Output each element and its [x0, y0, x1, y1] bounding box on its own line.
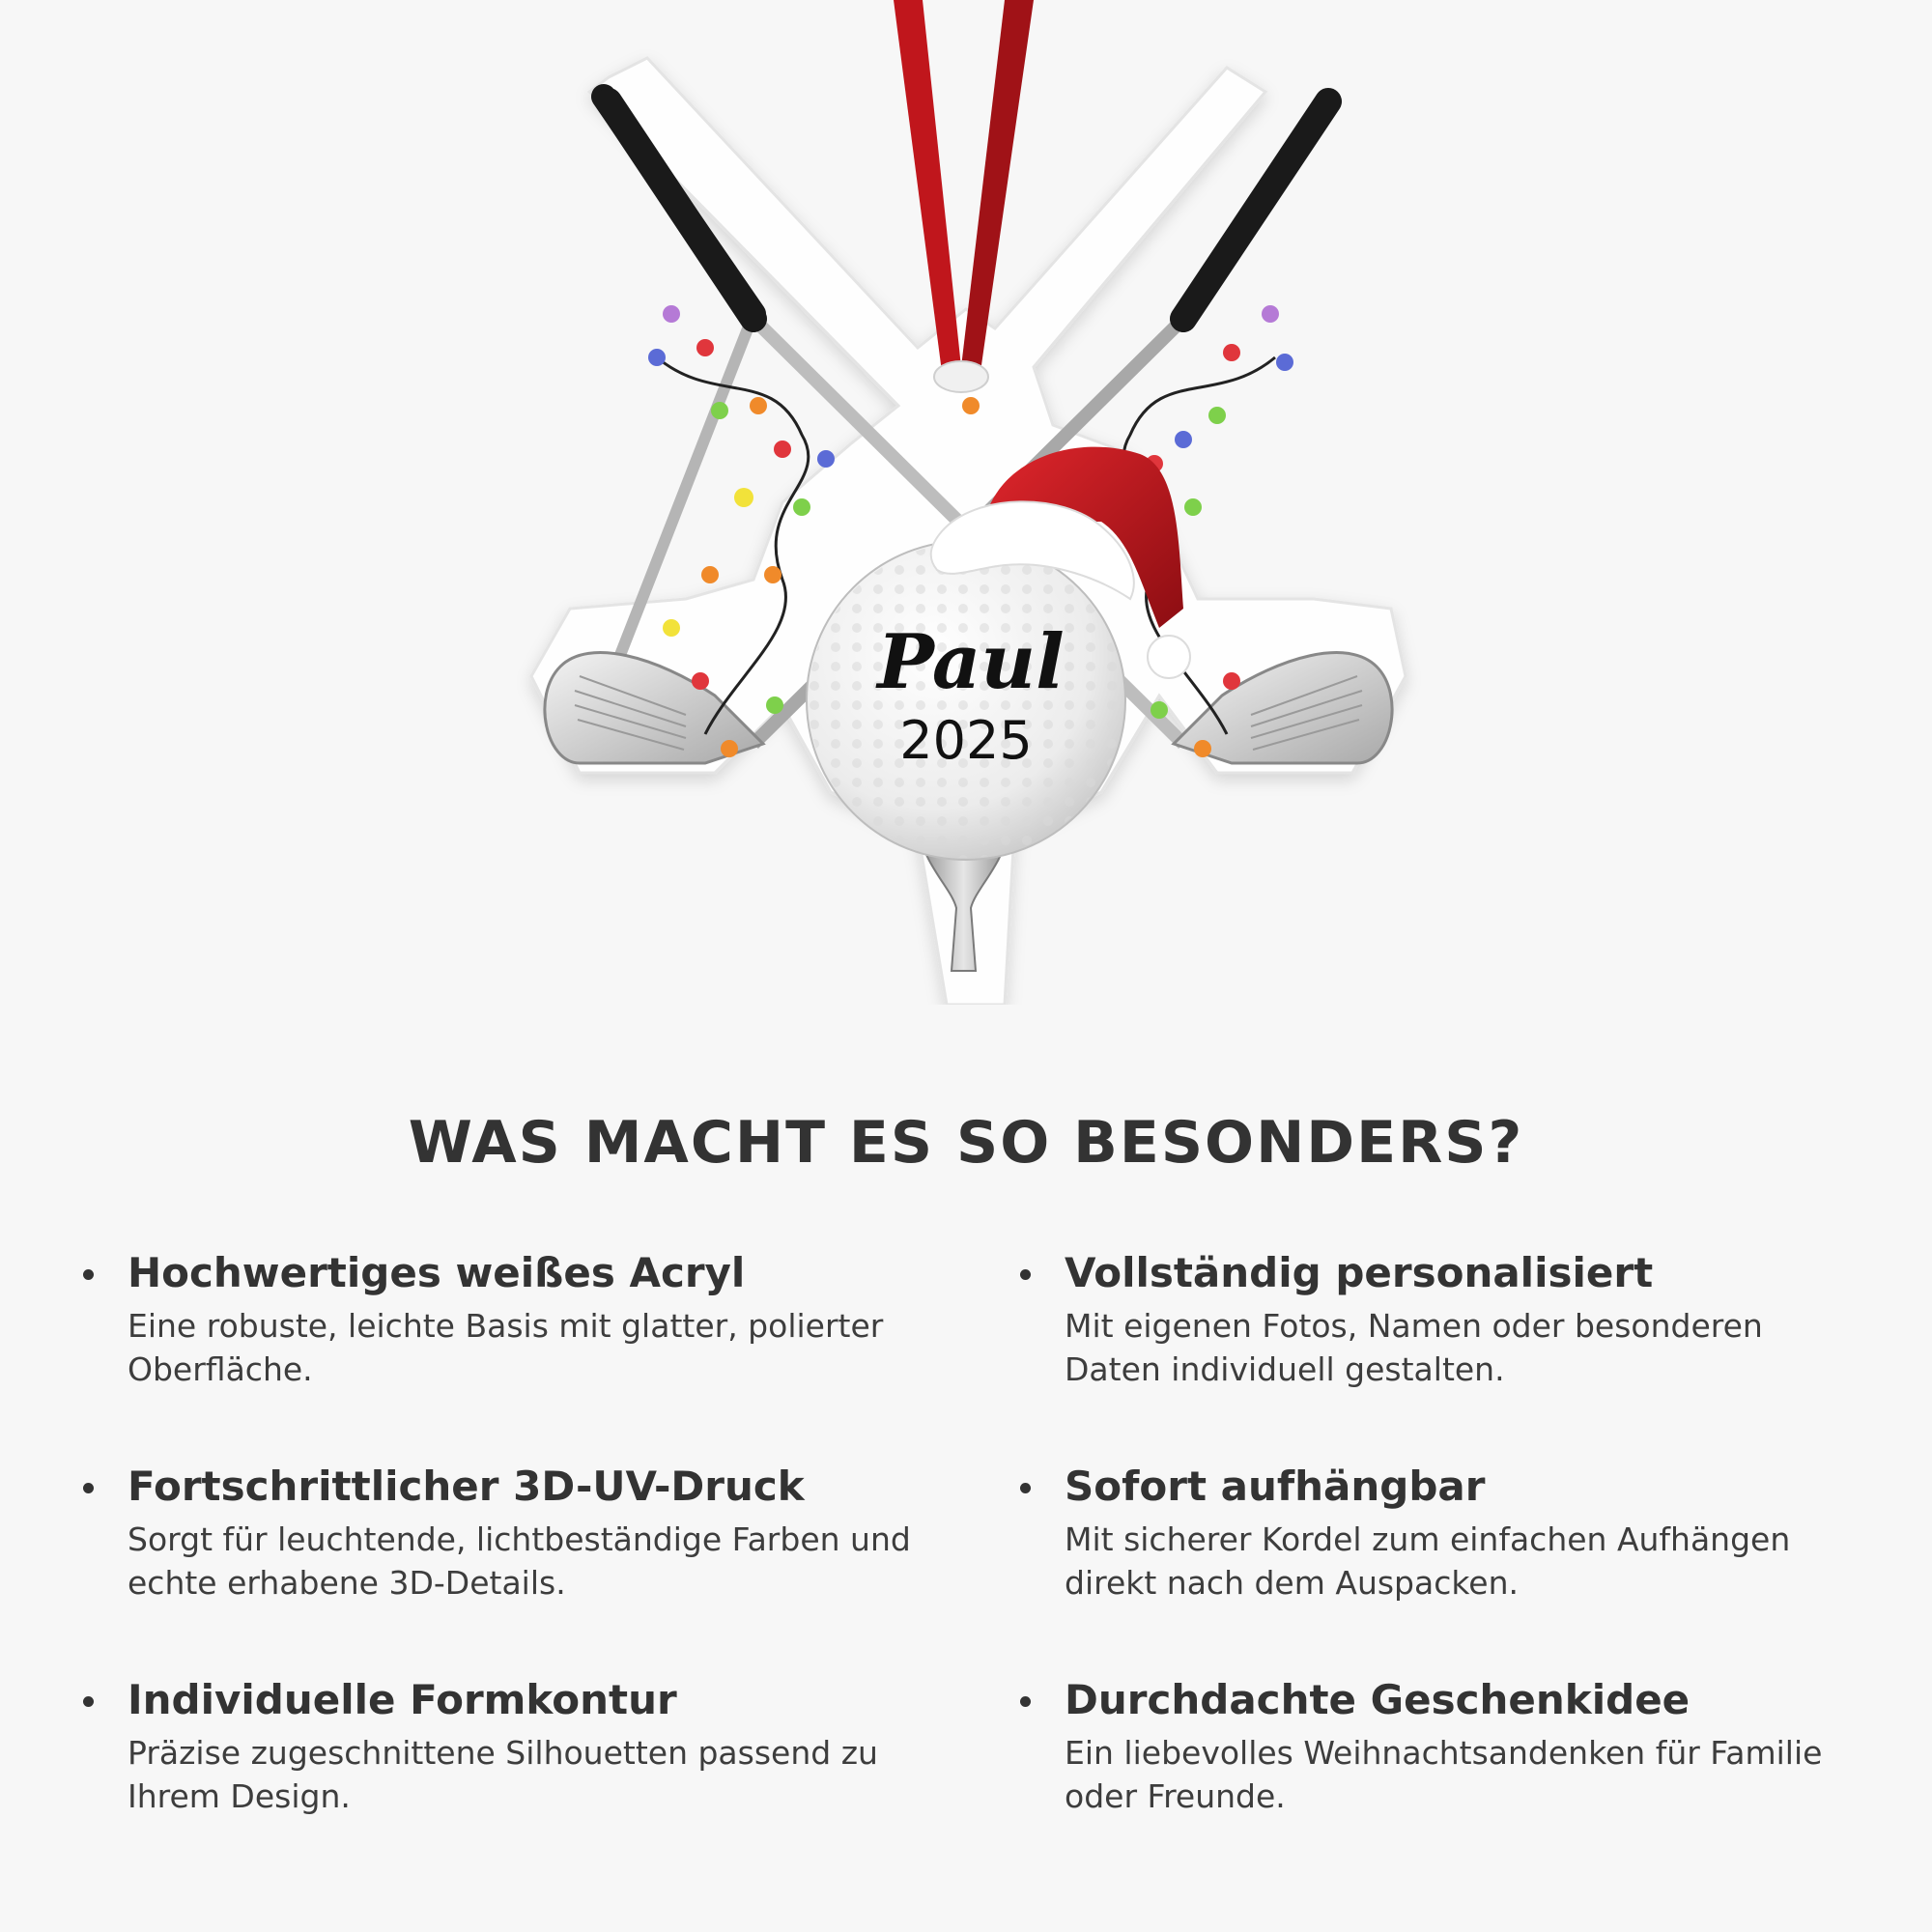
feature-list: [79, 1246, 1876, 1824]
bullet-icon: [83, 1269, 94, 1280]
feature-item: [1016, 1460, 1876, 1610]
bullet-icon: [1020, 1269, 1031, 1280]
feature-description: Eine robuste, leichte Basis mit glatter, polierter Oberfläche.: [128, 1307, 884, 1388]
feature-title: Fortschrittlicher 3D-UV-Druck: [128, 1463, 805, 1510]
bullet-icon: [83, 1696, 94, 1707]
feature-item: [1016, 1673, 1876, 1824]
bullet-icon: [83, 1483, 94, 1493]
ornament-year-text: 2025: [899, 710, 1033, 771]
feature-title: Hochwertiges weißes Acryl: [128, 1249, 746, 1296]
feature-description: Ein liebevolles Weihnachtsandenken für Familie oder Freunde.: [1065, 1734, 1823, 1815]
bullet-icon: [1020, 1483, 1031, 1493]
golf-ornament-image: [464, 0, 1468, 1005]
feature-description: Mit sicherer Kordel zum einfachen Aufhängen direkt nach dem Auspacken.: [1065, 1520, 1791, 1602]
feature-title: Sofort aufhängbar: [1065, 1463, 1486, 1510]
feature-title: Individuelle Formkontur: [128, 1676, 677, 1723]
section-headline: WAS MACHT ES SO BESONDERS?: [408, 1109, 1524, 1177]
feature-item: [79, 1673, 1016, 1824]
feature-title: Vollständig personalisiert: [1065, 1249, 1654, 1296]
ornament-name-text: Paul: [877, 618, 1065, 706]
feature-description: Präzise zugeschnittene Silhouetten passend zu Ihrem Design.: [128, 1734, 878, 1815]
feature-item: [1016, 1246, 1876, 1397]
feature-item: [79, 1460, 1016, 1610]
feature-description: Mit eigenen Fotos, Namen oder besonderen Daten individuell gestalten.: [1065, 1307, 1763, 1388]
feature-item: [79, 1246, 1016, 1397]
feature-description: Sorgt für leuchtende, lichtbeständige Farben und echte erhabene 3D-Details.: [128, 1520, 911, 1602]
bullet-icon: [1020, 1696, 1031, 1707]
feature-title: Durchdachte Geschenkidee: [1065, 1676, 1690, 1723]
